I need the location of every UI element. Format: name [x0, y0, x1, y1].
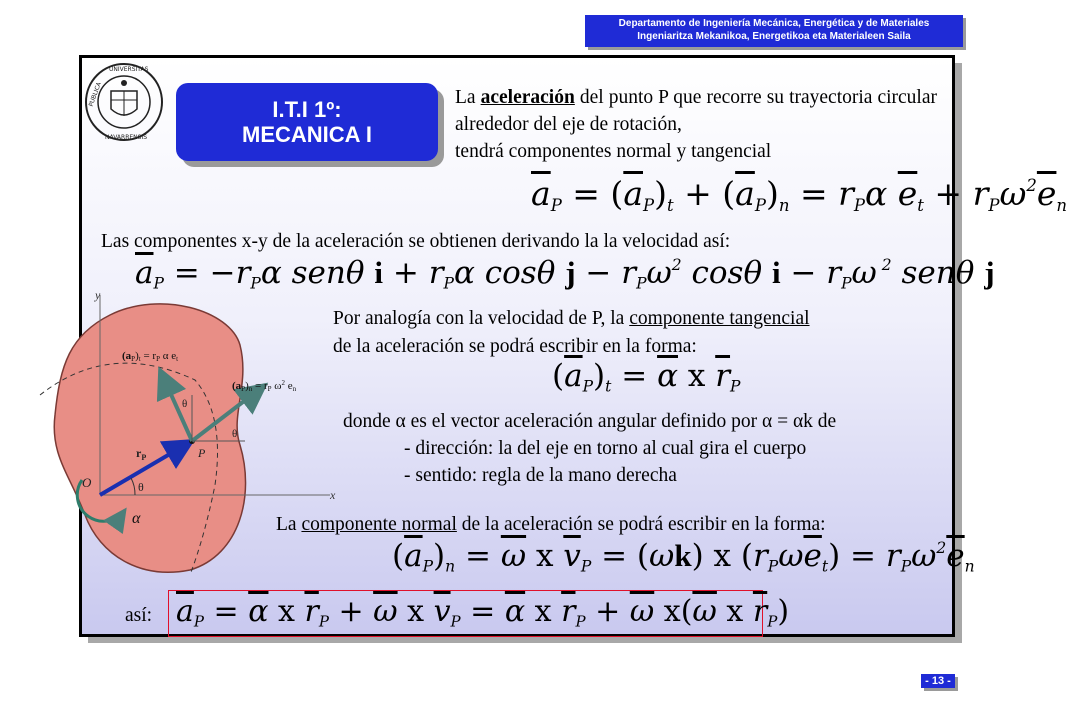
analogy-rest: de la aceleración se podrá escribir en la forma:	[333, 336, 697, 357]
donde-line2: - dirección: la del eje en torno al cual gira el cuerpo	[404, 438, 807, 459]
university-seal-icon	[83, 61, 165, 143]
svg-text:NAVARRENSIS: NAVARRENSIS	[105, 134, 148, 141]
xy-components-text: Las componentes x-y de la aceleración se obtienen derivando la la velocidad así:	[101, 231, 731, 252]
alpha-label: α	[132, 510, 141, 527]
intro-rest2: tendrá componentes normal y tangencial	[455, 141, 772, 162]
intro-pre: La	[455, 87, 476, 108]
equation-accel-components: $\overline{a}_P = (\overline{a}_P)_t + (\overline{a}_P)_n = r_P\alpha$ $\overline{e}_t + r_P\omega^2\overline{e}_n$	[531, 174, 1067, 215]
course-code: I.T.I 1º:	[272, 97, 342, 122]
donde-line1: donde α es el vector aceleración angular definido por α = αk de	[343, 411, 837, 432]
normal-pre: La	[276, 514, 297, 535]
theta-label-p2: θ	[232, 428, 238, 440]
normal-keyword: componente normal	[301, 514, 457, 535]
course-title: MECANICA I	[242, 122, 372, 147]
point-p-label: P	[198, 446, 206, 460]
y-axis-label: y	[95, 288, 101, 302]
equation-total-acceleration: $\overline{a}_P = \overline{\alpha}$ x $\overline{r}_P + \overline{\omega}$ x $\overline{v}_P = \overline{\alpha}$ x $\overline{r}_P + \overline{\omega}$ $x(\overline{\omega}$ x $\overline{r}_P$)	[176, 594, 790, 631]
intro-keyword: aceleración	[480, 87, 575, 108]
intro-paragraph	[455, 84, 937, 165]
tangential-accel-label: (aP)t = rP α et	[122, 350, 179, 363]
department-name-eu: Ingeniaritza Mekanikoa, Energetikoa eta Materialeen Saila	[637, 31, 911, 42]
course-badge	[176, 83, 438, 161]
department-header	[585, 15, 963, 47]
normal-accel-label: (aP)n = rP $\omega^2$ en	[232, 379, 297, 393]
theta-label-origin: θ	[138, 480, 144, 494]
asi-label: así:	[125, 605, 153, 626]
department-name-es: Departamento de Ingeniería Mecánica, Energética y de Materiales	[618, 18, 930, 29]
analogy-pre: Por analogía con la velocidad de P, la	[333, 308, 625, 329]
x-axis-label: x	[330, 488, 336, 502]
equation-xy-components: $\overline{a}_P = -r_P\alpha$ senθ $i + r_P\alpha$ cosθ $j - r_P\omega^2$ cosθ $i - r_P\omega$ $^2$ senθ j	[135, 255, 995, 293]
rotating-body-figure	[40, 285, 360, 575]
equation-normal: $(\overline{a}_P)_n = \overline{\omega}$ x $\overline{v}_P = (\omega k)$ x $(r_P\omega\overline{e}_t) = r_P\omega^2\overline{e}_n$	[392, 538, 975, 576]
svg-text:UNIVERSITAS: UNIVERSITAS	[109, 66, 149, 73]
origin-label: O	[82, 475, 92, 490]
analogy-keyword: componente tangencial	[629, 308, 810, 329]
angular-acceleration-definition	[343, 408, 963, 489]
donde-line3: - sentido: regla de la mano derecha	[404, 465, 677, 486]
theta-label-p1: θ	[182, 398, 188, 410]
svg-text:PUBLICA: PUBLICA	[87, 81, 103, 108]
normal-rest: de la aceleración se podrá escribir en la forma:	[461, 514, 826, 535]
intro-rest1: del punto P que recorre su trayectoria circular alrededor del eje de rotación,	[455, 87, 938, 135]
analogy-paragraph	[333, 305, 939, 361]
page-number: - 13 -	[921, 674, 955, 688]
equation-tangential: $(\overline{a}_P)_t = \overline{\alpha}$ x $\overline{r}_P$	[552, 358, 741, 396]
rp-label: $r_P$	[136, 446, 147, 462]
